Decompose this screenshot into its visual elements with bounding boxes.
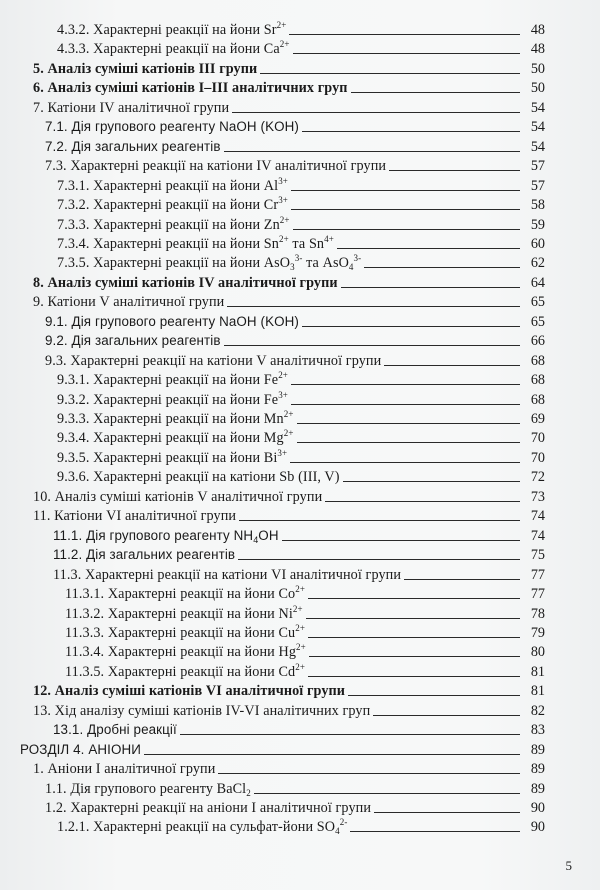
toc-entry[interactable] (33, 290, 545, 310)
toc-entry-title: 7.2. Дія загальних реагентів (45, 138, 221, 154)
toc-leader (180, 734, 520, 735)
toc-entry[interactable] (45, 349, 545, 369)
toc-entry[interactable] (57, 465, 545, 485)
toc-entry[interactable] (53, 563, 545, 583)
toc-leader (290, 462, 520, 463)
toc-entry[interactable] (33, 76, 545, 96)
toc-page-number: 70 (530, 430, 545, 447)
toc-entry[interactable] (57, 388, 545, 408)
toc-leader (351, 92, 520, 93)
toc-page-number: 50 (530, 80, 545, 97)
toc-entry-title: 7. Катіони IV аналітичної групи (33, 99, 230, 116)
toc-entry[interactable] (45, 796, 545, 816)
toc-entry[interactable] (57, 426, 545, 446)
toc-entry-title: 12. Аналіз суміші катіонів VI аналітичної групи (33, 683, 346, 700)
toc-entry-title: 11.2. Дія загальних реагентів (53, 547, 236, 563)
toc-entry[interactable] (57, 18, 545, 38)
toc-entry[interactable] (45, 135, 545, 155)
toc-entry[interactable] (57, 446, 545, 466)
toc-page-number: 74 (530, 527, 545, 544)
toc-entry-title: 6. Аналіз суміші катіонів І–ІІІ аналітичних груп (33, 80, 348, 97)
toc-leader (239, 520, 520, 521)
toc-page-number: 48 (530, 41, 545, 58)
toc-entry-title: 7.3.3. Характерні реакції на йони $Zn^{2+}$ (57, 214, 290, 233)
toc-entry-title: 1. Аніони І аналітичної групи (33, 761, 216, 778)
toc-entry-title: 11.3.5. Характерні реакції на йони $Cd^{2+}$ (65, 661, 306, 680)
toc-entry[interactable] (65, 602, 545, 622)
toc-entry[interactable] (33, 96, 545, 116)
toc-leader (238, 559, 520, 560)
toc-page-number: 81 (530, 683, 545, 700)
toc-entry-title: 13.1. Дробні реакції (53, 722, 177, 738)
toc-leader (144, 754, 520, 755)
toc-entry-title: 9.3.1. Характерні реакції на йони $Fe^{2+}$ (57, 370, 288, 389)
toc-leader (308, 598, 520, 599)
toc-page-number: 60 (530, 235, 545, 252)
toc-entry[interactable] (53, 524, 545, 544)
toc-leader (297, 423, 520, 424)
toc-leader (337, 248, 520, 249)
toc-page-number: 72 (530, 469, 545, 486)
toc-entry[interactable] (53, 543, 545, 563)
toc-entry-title: 11. Катіони VI аналітичної групи (33, 508, 237, 525)
toc-entry[interactable] (45, 115, 545, 135)
toc-leader (308, 637, 520, 638)
toc-leader (224, 151, 520, 152)
toc-page-number: 66 (530, 333, 545, 350)
toc-entry[interactable] (65, 660, 545, 680)
toc-entry-title: 9.3.5. Характерні реакції на йони $Bi^{3+}$ (57, 447, 288, 466)
toc-page-number: 83 (530, 722, 545, 739)
toc-entry-title: 7.3.2. Характерні реакції на йони $Cr^{3+}$ (57, 195, 288, 214)
toc-leader (350, 831, 520, 832)
toc-leader (291, 209, 520, 210)
toc-entry-title: 13. Хід аналізу суміші катіонів IV-VI аналітичних груп (33, 702, 371, 719)
toc-entry-title: 7.1. Дія групового реагенту NaOH (KOH) (45, 119, 299, 135)
toc-entry[interactable] (57, 251, 545, 271)
toc-page-number: 54 (530, 119, 545, 136)
toc-leader (293, 229, 520, 230)
toc-leader (348, 695, 520, 696)
toc-leader (341, 287, 520, 288)
toc-entry[interactable] (20, 738, 545, 758)
toc-page-number: 82 (530, 702, 545, 719)
toc-page-number: 54 (530, 99, 545, 116)
toc-leader (227, 306, 520, 307)
toc-page-number: 68 (530, 352, 545, 369)
toc-leader (289, 34, 520, 35)
toc-entry-title: 5. Аналіз суміші катіонів ІІІ групи (33, 60, 258, 77)
toc-page-number: 89 (530, 761, 545, 778)
toc-leader (302, 131, 520, 132)
toc-page-number: 77 (530, 566, 545, 583)
toc-entry[interactable] (33, 699, 545, 719)
toc-entry[interactable] (65, 621, 545, 641)
toc-entry[interactable] (57, 174, 545, 194)
toc-page-number: 64 (530, 274, 545, 291)
toc-entry-title: 4.3.2. Характерні реакції на йони $Sr^{2+}$ (57, 20, 287, 38)
toc-leader (297, 442, 520, 443)
toc-entry-title: 11.3.2. Характерні реакції на йони $Ni^{2+}$ (65, 603, 303, 622)
toc-entry[interactable] (53, 718, 545, 738)
toc-entry-title: 9.3.3. Характерні реакції на йони $Mn^{2+}$ (57, 409, 294, 427)
toc-leader (404, 579, 520, 580)
toc-entry-title: 9. Катіони V аналітичної групи (33, 294, 225, 311)
toc-entry-title: 7.3.4. Характерні реакції на йони $Sn^{2+}$ та $Sn^{4+}$ (57, 233, 334, 252)
toc-leader (218, 773, 520, 774)
toc-leader (291, 190, 520, 191)
toc-leader (325, 501, 520, 502)
toc-entry[interactable] (57, 407, 545, 427)
toc-entry-title: 4.3.3. Характерні реакції на йони $Ca^{2+}$ (57, 39, 290, 58)
toc-entry-title: 1.1. Дія групового реагенту BaCl$_2$ (45, 780, 251, 798)
toc-page-number: 79 (530, 624, 545, 641)
toc-leader (291, 384, 520, 385)
toc-leader (302, 326, 520, 327)
toc-entry-title: 9.3. Характерні реакції на катіони V аналітичної групи (45, 352, 382, 369)
toc-page-number: 50 (530, 60, 545, 77)
toc-entry[interactable] (57, 213, 545, 233)
page-number: 5 (565, 858, 572, 873)
toc-page-number: 73 (530, 488, 545, 505)
toc-entry-title: 9.1. Дія групового реагенту NaOH (KOH) (45, 313, 299, 329)
toc-leader (343, 481, 520, 482)
toc-entry-title: 10. Аналіз суміші катіонів V аналітичної групи (33, 488, 323, 505)
toc-leader (254, 793, 520, 794)
toc-entry-title: 8. Аналіз суміші катіонів IV аналітичної групи (33, 274, 338, 291)
toc-entry-title: 1.2.1. Характерні реакції на сульфат-йони $SO_4^{2-}$ (57, 817, 348, 837)
toc-page-number: 62 (530, 255, 545, 272)
toc-entry-title: 7.3.5. Характерні реакції на йони AsO$_3^{3-}$ та AsO$_4^{3-}$ (57, 253, 362, 273)
toc-entry-title: 11.3.1. Характерні реакції на йони $Co^{2+}$ (65, 584, 306, 603)
toc-page-number: 80 (530, 644, 545, 661)
toc-entry-title: 7.3.1. Характерні реакції на йони $Al^{3+}$ (57, 175, 288, 194)
toc-leader (308, 676, 520, 677)
toc-entry-title: 9.3.4. Характерні реакції на йони $Mg^{2+}$ (57, 428, 294, 447)
toc-page-number: 48 (530, 22, 545, 38)
toc-leader (389, 170, 520, 171)
toc-entry-title: 9.3.2. Характерні реакції на йони $Fe^{3+}$ (57, 389, 288, 408)
toc-leader (260, 73, 520, 74)
toc-entry[interactable] (65, 582, 545, 602)
toc-page-number: 70 (530, 449, 545, 466)
toc-leader (309, 656, 520, 657)
toc-page-number: 59 (530, 216, 545, 233)
toc-entry[interactable] (45, 154, 545, 174)
toc-entry[interactable] (57, 368, 545, 388)
toc-leader (224, 345, 520, 346)
toc-entry[interactable] (45, 310, 545, 330)
toc-page-number: 69 (530, 411, 545, 427)
toc-page-number: 74 (530, 508, 545, 525)
toc-leader (282, 540, 520, 541)
toc-page-number: 68 (530, 391, 545, 408)
toc-page-number: 81 (530, 663, 545, 680)
toc-page-number: 90 (530, 819, 545, 836)
toc-page-number: 78 (530, 605, 545, 622)
toc-leader (374, 812, 520, 813)
toc-entry[interactable] (57, 232, 545, 252)
toc-entry-title: 7.3. Характерні реакції на катіони IV аналітичної групи (45, 158, 387, 175)
toc-entry-title: 1.2. Характерні реакції на аніони І аналітичної групи (45, 800, 372, 816)
toc-entry[interactable] (57, 815, 545, 835)
toc-page-number: 54 (530, 138, 545, 155)
toc-page-number: 65 (530, 313, 545, 330)
toc-page-number: 77 (530, 586, 545, 603)
toc-entry[interactable] (45, 329, 545, 349)
toc-page-number: 57 (530, 158, 545, 175)
toc-page-number: 90 (530, 800, 545, 816)
toc-entry-title: 11.3. Характерні реакції на катіони VI аналітичної групи (53, 566, 402, 583)
toc-page-number: 65 (530, 294, 545, 311)
toc-entry-title: 11.1. Дія групового реагенту $NH_4OH$ (53, 527, 279, 545)
toc-leader (291, 404, 520, 405)
toc-entry[interactable] (33, 504, 545, 524)
toc-entry[interactable] (33, 57, 545, 77)
toc-entry-title: РОЗДІЛ 4. АНІОНИ (20, 741, 141, 757)
toc-entry[interactable] (45, 777, 545, 797)
toc-leader (384, 365, 520, 366)
toc-page-number: 89 (530, 780, 545, 797)
toc-entry[interactable] (65, 640, 545, 660)
toc-entry[interactable] (33, 485, 545, 505)
toc-page-number: 75 (530, 547, 545, 564)
toc-leader (373, 715, 520, 716)
toc-entry[interactable] (33, 271, 545, 291)
toc-entry-title: 11.3.4. Характерні реакції на йони $Hg^{2+}$ (65, 642, 306, 661)
toc-page-number: 57 (530, 177, 545, 194)
toc-entry[interactable] (33, 679, 545, 699)
toc-entry[interactable] (57, 37, 545, 57)
toc-page-number: 89 (530, 741, 545, 758)
toc-leader (306, 618, 520, 619)
toc-leader (364, 267, 520, 268)
toc-entry-title: 9.3.6. Характерні реакції на катіони Sb (III, V) (57, 469, 340, 486)
toc-entry[interactable] (57, 193, 545, 213)
toc-entry-title: 11.3.3. Характерні реакції на йони $Cu^{2+}$ (65, 622, 306, 641)
toc-leader (293, 53, 520, 54)
toc-leader (232, 112, 520, 113)
toc-entry[interactable] (33, 757, 545, 777)
toc-page-number: 58 (530, 197, 545, 214)
toc-page-number: 68 (530, 372, 545, 389)
toc-entry-title: 9.2. Дія загальних реагентів (45, 333, 221, 349)
